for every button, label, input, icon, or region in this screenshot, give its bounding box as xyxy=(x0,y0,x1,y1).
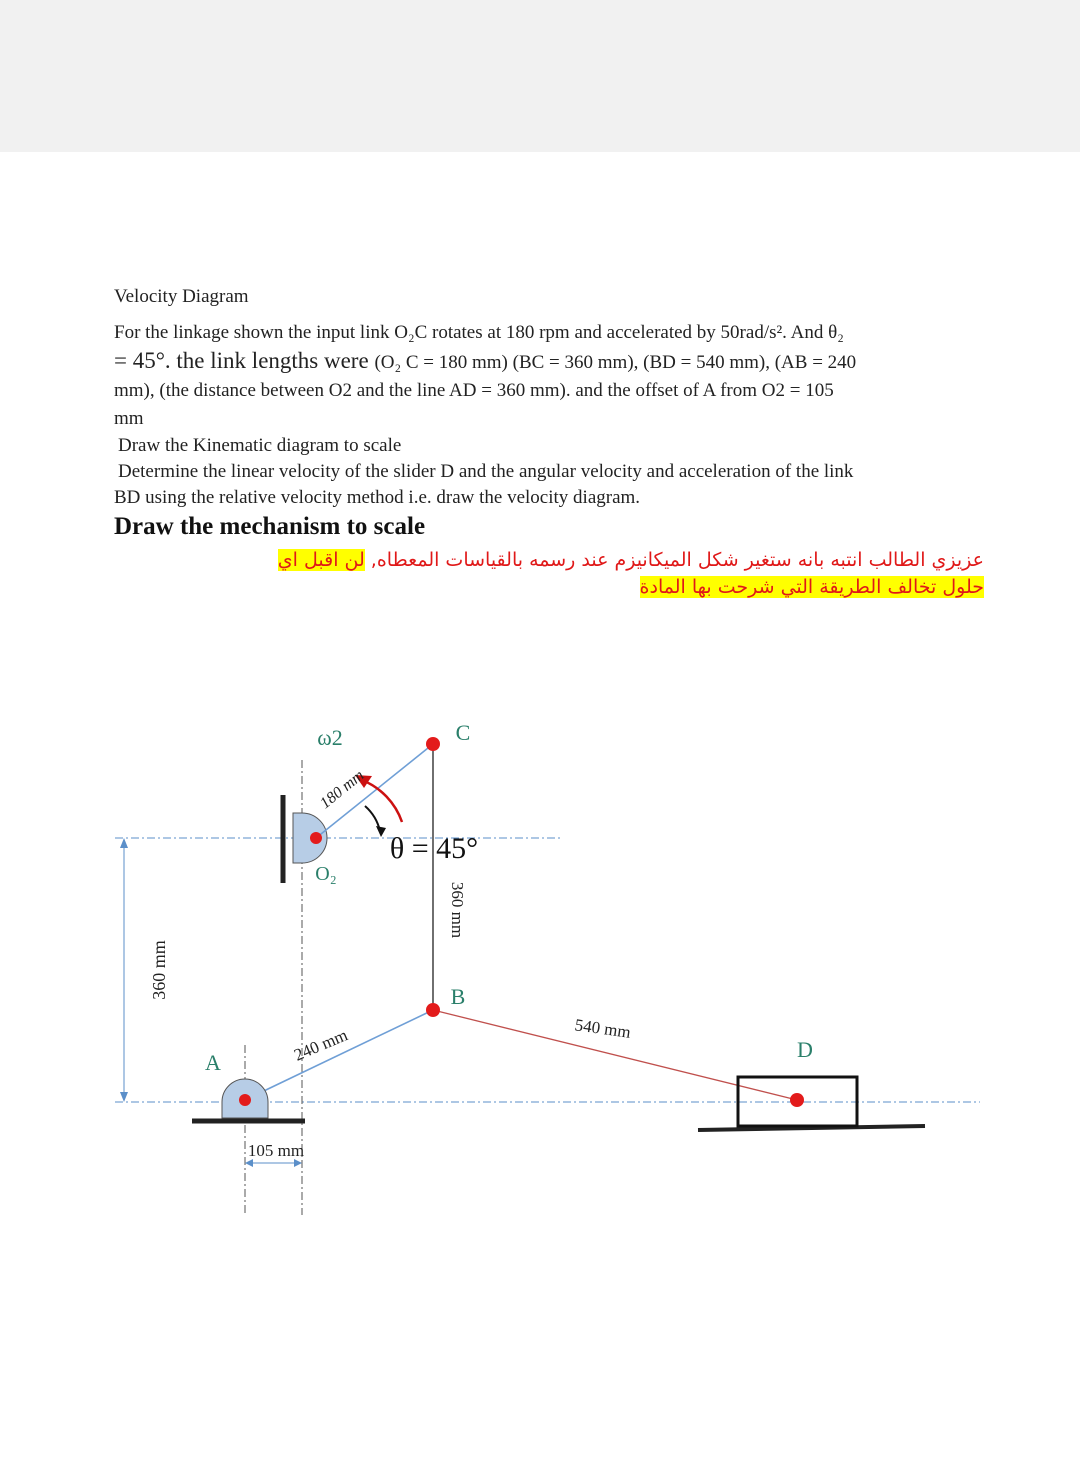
joint-d xyxy=(790,1093,804,1107)
problem-line-2a: = 45°. the link lengths were xyxy=(114,348,375,373)
dim-bd-label: 540 mm xyxy=(573,1015,632,1042)
task-2: Determine the linear velocity of the slider D and the angular velocity and acceleration of the link xyxy=(118,461,854,482)
dim-offset-label: 105 mm xyxy=(247,1141,305,1160)
angle-label: θ = 45° xyxy=(389,832,479,865)
section-heading: Velocity Diagram xyxy=(114,286,249,307)
joint-c xyxy=(426,737,440,751)
joint-o2 xyxy=(310,832,322,844)
label-b: B xyxy=(450,984,466,1009)
problem-line-2b: (O₂ C = 180 mm) (BC = 360 mm), (BD = 540 mm), (AB = 240 xyxy=(374,352,857,373)
arabic-note-plain: عزيزي الطالب انتبه بانه ستغير شكل الميكانيزم عند رسمه بالقياسات المعطاه, xyxy=(364,549,984,571)
theta-arrowhead-icon xyxy=(376,826,386,837)
dim-bc-label: 360 mm xyxy=(448,881,467,939)
arabic-note-highlight-1: لن اقبل اي xyxy=(277,549,365,571)
dim-o2c-label: 180 mm xyxy=(316,766,368,813)
offset-arrow-left xyxy=(245,1159,253,1167)
bold-title: Draw the mechanism to scale xyxy=(114,513,426,540)
problem-line-1: For the linkage shown the input link O₂C rotates at 180 rpm and accelerated by 50rad/s². And θ₂ xyxy=(114,322,844,343)
label-o2: O₂ xyxy=(315,863,337,885)
joint-b xyxy=(426,1003,440,1017)
link-ab xyxy=(245,1010,433,1100)
omega-label: ω2 xyxy=(317,725,343,750)
dim-ab-label: 240 mm xyxy=(291,1025,351,1065)
joint-a xyxy=(239,1094,251,1106)
arabic-note-highlight-2: حلول تخالف الطريقة التي شرحت بها المادة xyxy=(639,576,984,598)
task-1: Draw the Kinematic diagram to scale xyxy=(118,435,402,456)
height-dimension-label: 360 mm xyxy=(149,940,169,1000)
problem-line-4: mm xyxy=(114,408,144,429)
offset-arrow-right xyxy=(294,1159,302,1167)
height-arrow-top xyxy=(120,838,128,848)
label-d: D xyxy=(797,1037,813,1062)
height-arrow-bottom xyxy=(120,1092,128,1102)
label-a: A xyxy=(205,1050,221,1075)
problem-line-3: mm), (the distance between O2 and the line AD = 360 mm). and the offset of A from O2 = 105 xyxy=(114,380,834,401)
label-c: C xyxy=(455,720,471,745)
task-3: BD using the relative velocity method i.e. draw the velocity diagram. xyxy=(114,487,641,508)
omega-arc xyxy=(362,780,402,822)
